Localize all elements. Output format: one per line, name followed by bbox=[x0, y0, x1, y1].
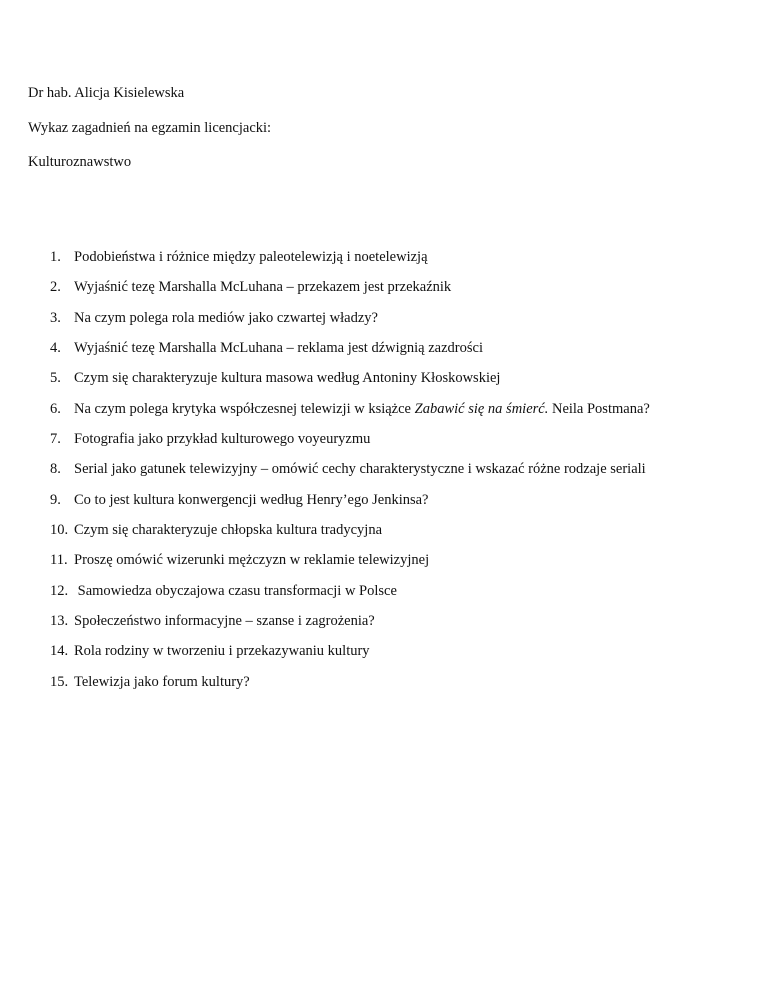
item-number: 2. bbox=[50, 279, 61, 296]
item-number: 8. bbox=[50, 461, 61, 478]
item-text: Na czym polega rola mediów jako czwartej władzy? bbox=[74, 309, 378, 326]
field-of-study: Kulturoznawstwo bbox=[28, 154, 132, 170]
item-number: 14. bbox=[50, 643, 69, 660]
author-name: Dr hab. Alicja Kisielewska bbox=[28, 85, 185, 101]
item-text: Samowiedza obyczajowa czasu transformacji w Polsce bbox=[74, 582, 397, 599]
list-item bbox=[50, 521, 750, 551]
topic-list bbox=[50, 248, 750, 703]
item-text bbox=[74, 401, 650, 417]
item-number: 10. bbox=[50, 522, 69, 539]
list-item bbox=[50, 460, 750, 490]
list-item bbox=[50, 400, 750, 430]
item-number: 15. bbox=[50, 673, 69, 690]
list-item bbox=[50, 278, 750, 308]
item-number: 13. bbox=[50, 613, 69, 630]
list-item bbox=[50, 612, 750, 642]
item-number: 3. bbox=[50, 309, 61, 326]
list-item bbox=[50, 673, 750, 703]
document-subtitle: Wykaz zagadnień na egzamin licencjacki: bbox=[28, 120, 272, 136]
item-number: 9. bbox=[50, 491, 61, 508]
list-item bbox=[50, 491, 750, 521]
item-number: 7. bbox=[50, 431, 61, 448]
list-item bbox=[50, 642, 750, 672]
item-text: Rola rodziny w tworzeniu i przekazywaniu kultury bbox=[74, 643, 370, 660]
item-text: Podobieństwa i różnice między paleotelewizją i noetelewizją bbox=[74, 249, 428, 265]
item-text: Serial jako gatunek telewizyjny – omówić cechy charakterystyczne i wskazać różne rodzaje seriali bbox=[74, 461, 646, 478]
item-text: Telewizja jako forum kultury? bbox=[74, 673, 250, 690]
list-item bbox=[50, 369, 750, 399]
list-item bbox=[50, 582, 750, 612]
item-text: Proszę omówić wizerunki mężczyzn w reklamie telewizyjnej bbox=[74, 552, 430, 569]
item-text-before: Na czym polega krytyka współczesnej telewizji w książce bbox=[74, 400, 415, 417]
item-text-after: Neila Postmana? bbox=[548, 400, 650, 417]
item-text: Społeczeństwo informacyjne – szanse i zagrożenia? bbox=[74, 613, 375, 630]
item-number: 1. bbox=[50, 249, 61, 265]
list-item bbox=[50, 248, 750, 278]
list-item bbox=[50, 430, 750, 460]
item-number: 5. bbox=[50, 370, 61, 387]
item-text: Czym się charakteryzuje kultura masowa według Antoniny Kłoskowskiej bbox=[74, 370, 501, 387]
list-item bbox=[50, 309, 750, 339]
list-item bbox=[50, 339, 750, 369]
item-text: Wyjaśnić tezę Marshalla McLuhana – reklama jest dźwignią zazdrości bbox=[74, 340, 483, 357]
item-number: 4. bbox=[50, 340, 61, 357]
item-text: Co to jest kultura konwergencji według Henry’ego Jenkinsa? bbox=[74, 491, 429, 508]
item-number: 11. bbox=[50, 552, 68, 569]
item-text: Czym się charakteryzuje chłopska kultura tradycyjna bbox=[74, 522, 383, 539]
book-title: Zabawić się na śmierć. bbox=[414, 400, 549, 417]
item-text: Fotografia jako przykład kulturowego voyeuryzmu bbox=[74, 431, 371, 448]
item-number: 12. bbox=[50, 582, 69, 599]
item-number: 6. bbox=[50, 400, 61, 417]
item-text: Wyjaśnić tezę Marshalla McLuhana – przekazem jest przekaźnik bbox=[74, 279, 452, 296]
list-item bbox=[50, 551, 750, 581]
